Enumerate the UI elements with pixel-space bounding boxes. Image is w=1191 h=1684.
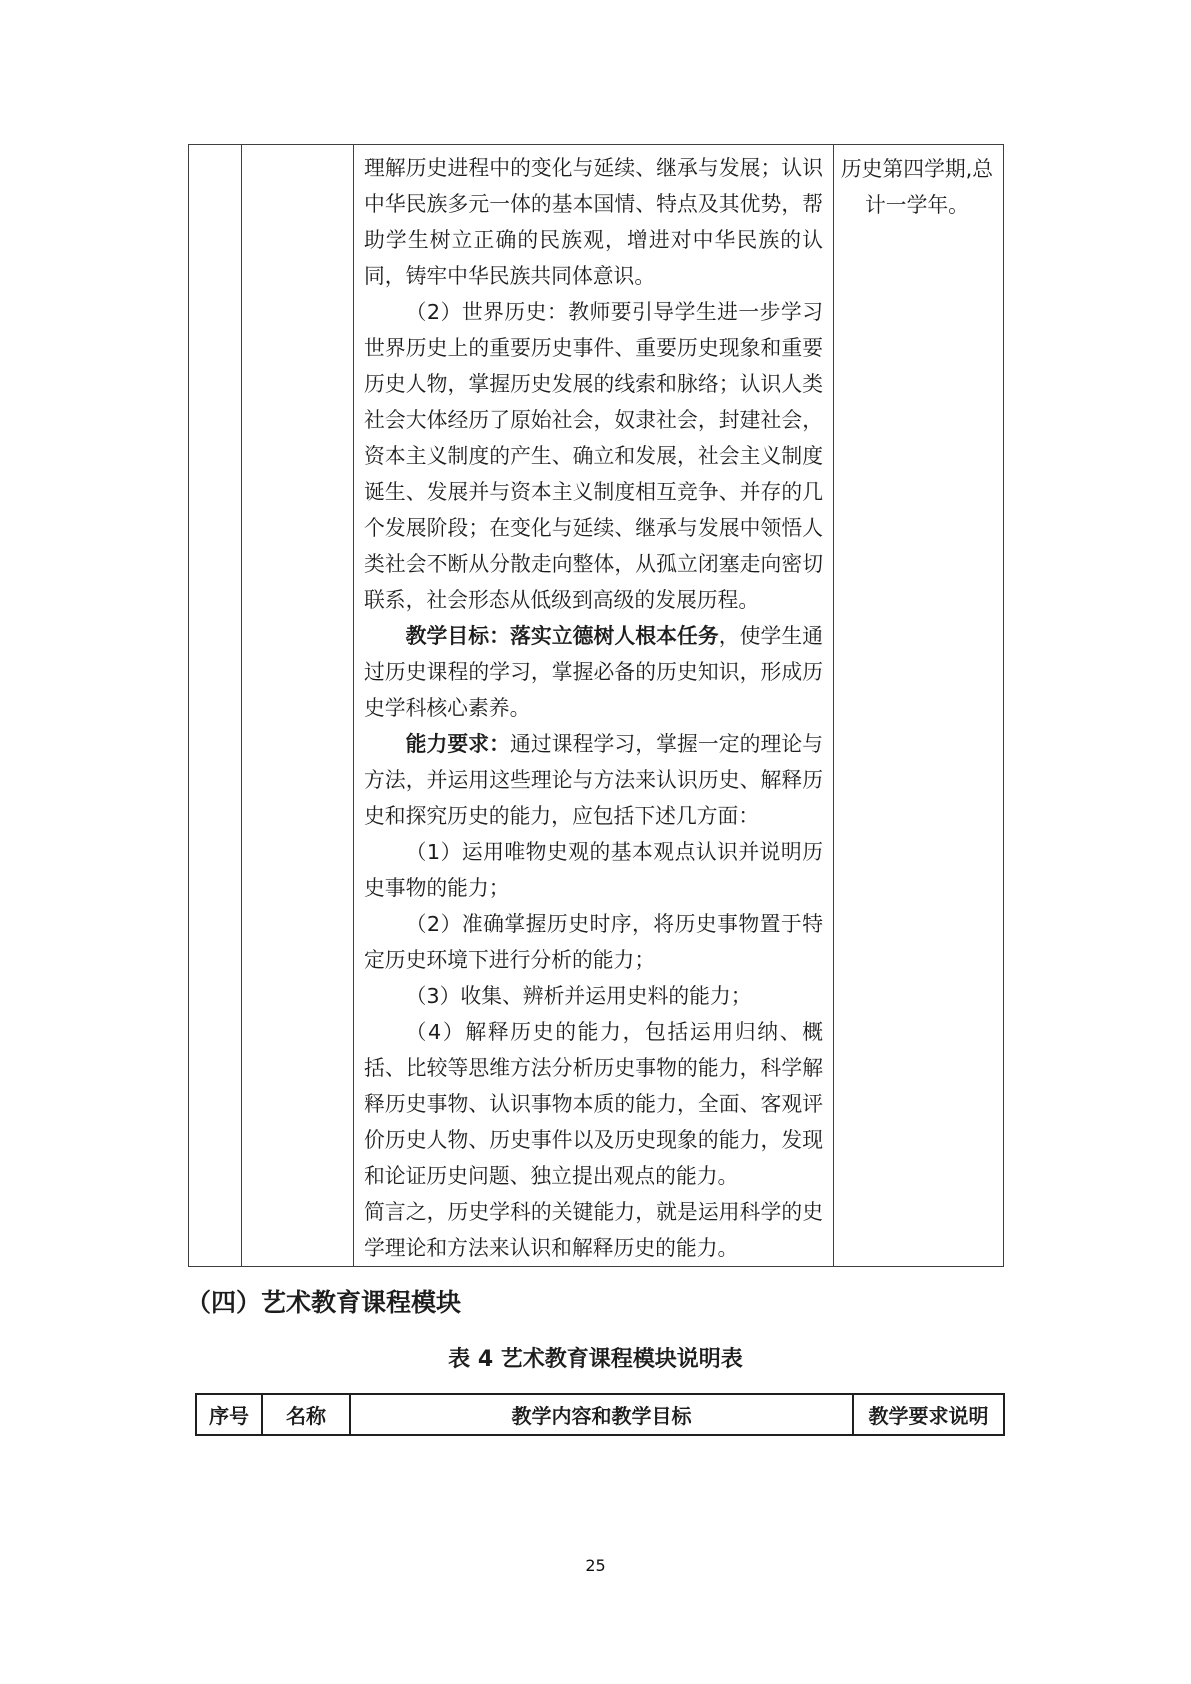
- paragraph-text: 理解历史进程中的变化与延续、继承与发展；认识中华民族多元一体的基本国情、特点及其优势，帮助学生树立正确的民族观，增进对中华民族的认同，铸牢中华民族共同体意识。: [364, 156, 823, 288]
- paragraph-text: （3）收集、辨析并运用史料的能力；: [405, 984, 752, 1008]
- table4-header-seq: 序号: [197, 1395, 263, 1434]
- table4-header-name: 名称: [263, 1395, 351, 1434]
- column-seq-empty: [189, 145, 242, 1266]
- paragraph: [364, 1194, 823, 1266]
- paragraph-text: （1）运用唯物史观的基本观点认识并说明历史事物的能力；: [364, 840, 823, 900]
- paragraph: [364, 618, 823, 726]
- paragraph-text: 简言之，历史学科的关键能力，就是运用科学的史学理论和方法来认识和解释历史的能力。: [364, 1200, 823, 1260]
- requirement-line: 历史第四学期,总: [840, 157, 994, 181]
- paragraph-bold-lead: 教学目标：落实立德树人根本任务: [405, 624, 719, 648]
- paragraph: [364, 726, 823, 834]
- table4-header-content: 教学内容和教学目标: [351, 1395, 854, 1434]
- column-name-empty: [242, 145, 354, 1266]
- column-teaching-content: [354, 145, 834, 1266]
- paragraph-text: （4）解释历史的能力，包括运用归纳、概括、比较等思维方法分析历史事物的能力，科学解释历史事物、认识事物本质的能力，全面、客观评价历史人物、历史事件以及历史现象的能力，发现和论证历史问题、独立提出观点的能力。: [364, 1020, 823, 1188]
- paragraph: [364, 906, 823, 978]
- page-number: 25: [585, 1556, 606, 1575]
- table4-header-requirement: 教学要求说明: [868, 1404, 989, 1428]
- paragraph-text: ，使学生通过历史课程的学习，掌握必备的历史知识，形成历史学科核心素养。: [364, 624, 824, 720]
- paragraph: [364, 834, 823, 906]
- paragraph-text: （2）准确掌握历史时序，将历史事物置于特定历史环境下进行分析的能力；: [364, 912, 823, 972]
- table4-header-row: [195, 1393, 1005, 1436]
- paragraph-text: （2）世界历史：教师要引导学生进一步学习世界历史上的重要历史事件、重要历史现象和重要历史人物，掌握历史发展的线索和脉络；认识人类社会大体经历了原始社会，奴隶社会，封建社会，资本主义制度的产生、确立和发展，社会主义制度诞生、发展并与资本主义制度相互竞争、并存的几个发展阶段；在变化与延续、继承与发展中领悟人类社会不断从分散走向整体，从孤立闭塞走向密切联系，社会形态从低级到高级的发展历程。: [364, 300, 823, 612]
- paragraph: [364, 150, 823, 294]
- paragraph-bold-lead: 能力要求：: [405, 732, 510, 756]
- section-heading: （四）艺术教育课程模块: [186, 1288, 462, 1317]
- paragraph-text: 通过课程学习，掌握一定的理论与方法，并运用这些理论与方法来认识历史、解释历史和探究历史的能力，应包括下述几方面：: [364, 732, 824, 828]
- paragraph: [364, 294, 823, 618]
- history-module-table: [188, 144, 1004, 1267]
- paragraph: [364, 978, 823, 1014]
- paragraph: [364, 1014, 823, 1194]
- column-teaching-requirement: [834, 145, 1000, 1266]
- table4-title: 表 4 艺术教育课程模块说明表: [448, 1347, 743, 1372]
- requirement-line: 计一学年。: [865, 193, 969, 217]
